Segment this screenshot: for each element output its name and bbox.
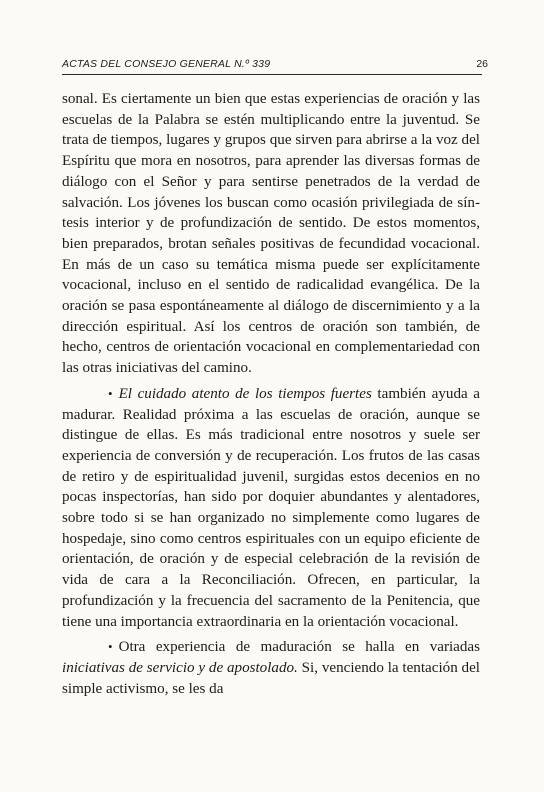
- paragraph-2-emphasis: El cuidado atento de los tiempos fuertes: [118, 385, 372, 402]
- paragraph-3: [62, 637, 480, 699]
- body-text: [62, 89, 480, 699]
- paragraph-1-text: sonal. Es ciertamente un bien que estas experiencias de oración y las escuelas de la Palabra se estén multiplicando entre la juventud. Se trata de tiempos, lugares y grupos que sirven para abrirse a la voz del Espíritu que mora en nosotros, para aprender las diversas formas de diálogo con el Señor y para sentirse penetrados de la verdad de salvación. Los jóvenes los buscan como ocasión privilegiada de síntesis interior y de profundización de sentido. De estos momentos, bien preparados, brotan señales positivas de fecundidad vocacional. En más de un caso su temática misma puede ser explícitamente vocacional, incluso en el sentido de radicalidad evangélica. De la oración se pasa espontáneamente al diálogo de discernimiento y a la dirección espiritual. Así los centros de oración son también, de hecho, centros de orientación vocacional en complementariedad con las otras iniciativas del camino.: [62, 91, 480, 377]
- paragraph-2-text: también ayuda a madurar. Realidad próxima a las escuelas de oración, aunque se distingue de ellas. Es más tradicional entre nosotros y suele ser experiencia de conversión y de recuperación. Los frutos de las casas de retiro y de espiritualidad juvenil, surgidas estos decenios en no pocas inspectorías, han sido por doquier abundantes y alentadores, sobre todo si se han organizado no simplemente como lugares de hospedaje, sino como centros espirituales con un equipo eficiente de orientación, de oración y de especial celebración de la revisión de vida de cara a la Reconciliación. Ofrecen, en particular, la profundización y la frecuencia del sacramento de la Penitencia, que tiene una importancia extraordinaria en la orientación vocacional.: [62, 385, 480, 630]
- paragraph-1: [62, 89, 480, 379]
- paragraph-3-lead: Otra experiencia de maduración se halla en variadas: [118, 639, 480, 656]
- running-header: [62, 52, 488, 75]
- paragraph-3-emphasis: iniciativas de servicio y de apostolado.: [62, 659, 298, 676]
- running-title: ACTAS DEL CONSEJO GENERAL N.º 339: [62, 58, 271, 70]
- page-number: 26: [476, 58, 488, 70]
- bullet-icon: •: [108, 639, 113, 655]
- paragraph-2: [62, 384, 480, 632]
- bullet-icon: •: [108, 385, 113, 401]
- paragraph-3-text: Si, venciendo la tentación del simple activismo, se les da: [62, 659, 481, 697]
